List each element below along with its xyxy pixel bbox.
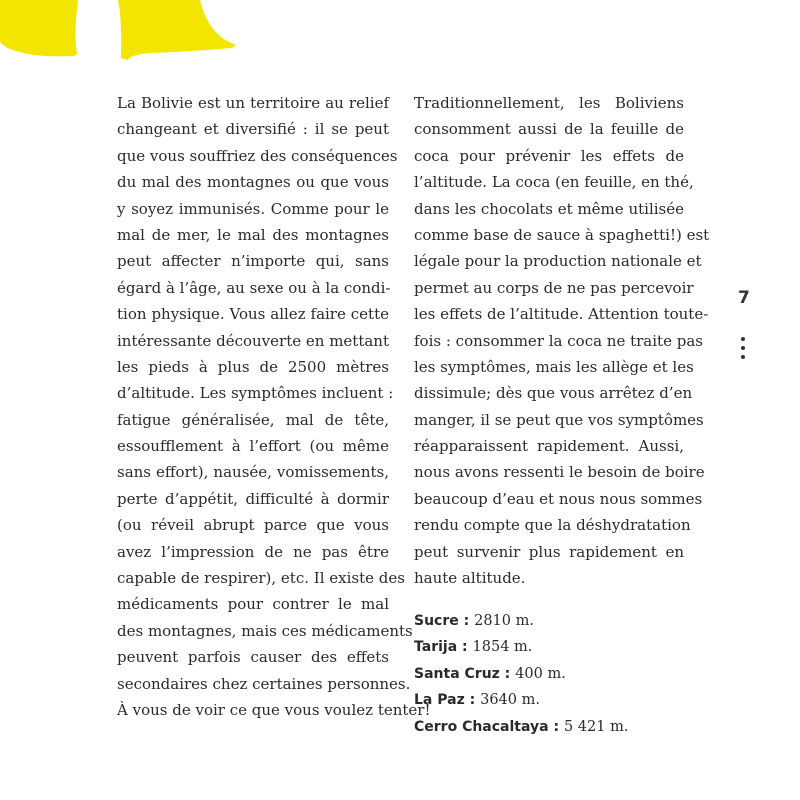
text-line: peuvent parfois causer des effets	[117, 648, 389, 667]
text-line: les pieds à plus de 2500 mètres	[117, 357, 389, 376]
right-text-column	[414, 90, 710, 591]
altitude-city: Santa Cruz	[414, 665, 500, 682]
yellow-glyph-fragment-icon	[0, 0, 260, 64]
text-line: égard à l’âge, au sexe ou à la condi-	[117, 278, 391, 297]
text-line: beaucoup d’eau et nous nous sommes	[414, 489, 703, 508]
text-line: À vous de voir ce que vous voulez tenter!	[117, 700, 431, 719]
text-line: fois : consommer la coca ne traite pas	[414, 331, 703, 350]
text-line: haute altitude.	[414, 569, 526, 588]
altitude-value: 400 m.	[515, 665, 566, 682]
text-line: capable de respirer), etc. Il existe des	[117, 569, 405, 588]
text-line: coca pour prévenir les effets de	[414, 146, 684, 165]
text-line: y soyez immunisés. Comme pour le	[117, 199, 389, 218]
altitude-separator: :	[548, 718, 564, 735]
text-line: avez l’impression de ne pas être	[117, 542, 389, 561]
text-line: que vous souffriez des conséquences	[117, 146, 398, 165]
text-line: peut affecter n’importe qui, sans	[117, 252, 389, 271]
text-line: tion physique. Vous allez faire cette	[117, 305, 389, 324]
altitude-city: Tarija	[414, 639, 458, 656]
text-line: dans les chocolats et même utilisée	[414, 199, 684, 218]
text-line: mal de mer, le mal des montagnes	[117, 225, 389, 244]
text-line: du mal des montagnes ou que vous	[117, 173, 389, 192]
text-line: perte d’appétit, difficulté à dormir	[117, 489, 389, 508]
dot	[741, 346, 745, 350]
text-line: secondaires chez certaines personnes.	[117, 674, 411, 693]
text-line: sans effort), nausée, vomissements,	[117, 463, 389, 482]
dot	[741, 355, 745, 359]
altitude-separator: :	[499, 665, 516, 682]
altitude-value: 3640 m.	[480, 692, 540, 709]
altitude-separator: :	[458, 613, 475, 629]
vertical-dots-icon	[741, 337, 747, 364]
altitude-row	[414, 634, 694, 660]
text-line: les effets de l’altitude. Attention toute-	[414, 305, 709, 324]
text-line: fatigue généralisée, mal de tête,	[117, 410, 389, 429]
text-line: les symptômes, mais les allège et les	[414, 357, 694, 376]
text-line: dissimule; dès que vous arrêtez d’en	[414, 384, 693, 403]
altitude-row	[414, 687, 694, 713]
altitude-value: 5 421 m.	[563, 718, 629, 735]
altitude-value: 1854 m.	[472, 639, 533, 656]
text-line: comme base de sauce à spaghetti!) est	[414, 225, 710, 244]
altitude-list	[414, 608, 694, 740]
text-line: l’altitude. La coca (en feuille, en thé,	[414, 173, 694, 192]
altitude-city: La Paz	[414, 692, 465, 709]
altitude-separator: :	[457, 639, 473, 656]
text-line: (ou réveil abrupt parce que vous	[117, 516, 389, 535]
text-line: consomment aussi de la feuille de	[414, 120, 684, 139]
altitude-city: Cerro Chacaltaya	[414, 718, 549, 735]
text-line: permet au corps de ne pas percevoir	[414, 278, 694, 297]
altitude-row	[414, 714, 694, 740]
text-line: médicaments pour contrer le mal	[117, 595, 389, 614]
dot	[741, 337, 745, 341]
text-line: changeant et diversifié : il se peut	[117, 120, 389, 139]
text-line: La Bolivie est un territoire au relief	[117, 94, 389, 112]
altitude-value: 2810 m.	[474, 613, 534, 629]
text-line: des montagnes, mais ces médicaments	[117, 621, 413, 640]
altitude-row	[414, 608, 694, 634]
text-line: Traditionnellement, les Boliviens	[414, 94, 684, 112]
altitude-row	[414, 661, 694, 687]
text-line: essoufflement à l’effort (ou même	[117, 437, 389, 456]
text-line: réapparaissent rapidement. Aussi,	[414, 437, 684, 456]
altitude-separator: :	[464, 692, 481, 709]
text-line: manger, il se peut que vos symptômes	[414, 410, 704, 429]
text-line: rendu compte que la déshydratation	[414, 516, 691, 535]
text-line: d’altitude. Les symptômes incluent :	[117, 384, 394, 403]
text-line: intéressante découverte en mettant	[117, 331, 389, 350]
page-number: 7	[738, 288, 750, 308]
text-line: nous avons ressenti le besoin de boire	[414, 463, 705, 482]
text-line: légale pour la production nationale et	[414, 252, 702, 271]
text-line: peut survenir plus rapidement en	[414, 542, 684, 561]
left-text-column	[117, 90, 431, 723]
altitude-city: Sucre	[414, 613, 459, 629]
